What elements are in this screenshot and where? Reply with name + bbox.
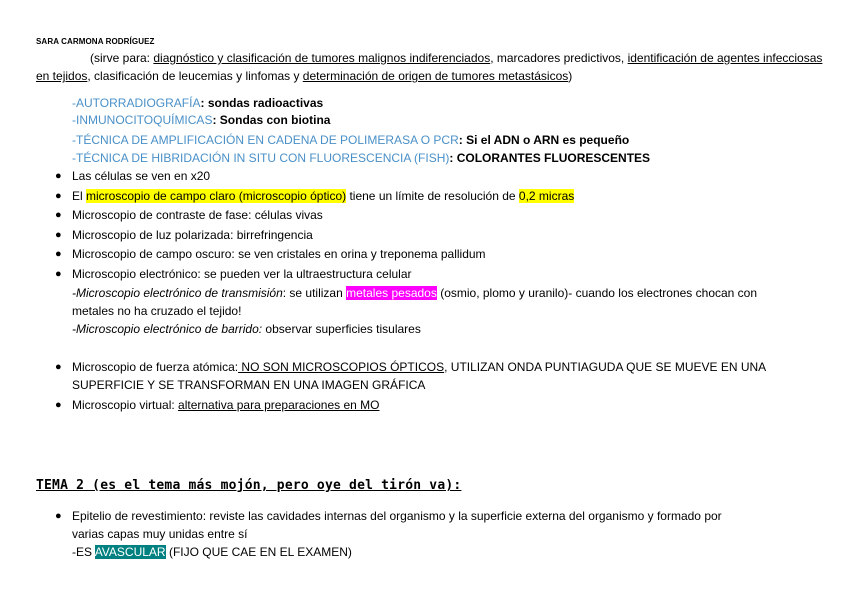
sub-item (72, 321, 421, 337)
text-run: (osmio, plomo y uranilo)- cuando los electrones chocan con (436, 286, 758, 300)
technique-sep: : (212, 113, 220, 127)
list-item-text: Microscopio de contraste de fase: células vivas (72, 208, 323, 222)
sub-item (72, 544, 352, 560)
text-run: -Microscopio electrónico de barrido: (72, 322, 263, 336)
list-item-text: Las células se ven en x20 (72, 169, 211, 183)
intro-sep-1: , marcadores predictivos, (490, 51, 628, 65)
sub-item (72, 285, 757, 301)
highlighted-text: 0,2 micras (518, 189, 575, 203)
bullet-icon: ● (55, 268, 62, 280)
highlighted-text: AVASCULAR (94, 545, 166, 559)
text-run: -ES (72, 545, 95, 559)
technique-item (72, 150, 650, 166)
text-run: Microscopio virtual: (72, 398, 179, 412)
intro-purpose-1: diagnóstico y clasificación de tumores malignos indiferenciados (153, 51, 491, 65)
bullet-icon: ● (55, 229, 62, 241)
list-item-text (72, 188, 832, 204)
technique-item (72, 95, 323, 111)
technique-item (72, 112, 330, 128)
bullet-icon: ● (55, 190, 62, 202)
section-heading: TEMA 2 (es el tema más mojón, pero oye del tirón va): (36, 478, 462, 493)
intro-sep-2: , clasificación de leucemias y linfomas y (87, 69, 303, 83)
bullet-icon: ● (55, 510, 62, 522)
text-run: El (72, 189, 87, 203)
technique-sep: : (458, 133, 467, 147)
technique-name: -TÉCNICA DE HIBRIDACIÓN IN SITU CON FLUORESCENCIA (FISH) (72, 151, 450, 165)
bullet-icon: ● (55, 170, 62, 182)
intro-paragraph (36, 49, 826, 85)
technique-sep: : (200, 96, 208, 110)
text-run: tiene un límite de resolución de (346, 189, 519, 203)
list-item-text: Microscopio de luz polarizada: birrefringencia (72, 228, 313, 242)
text-run: (FIJO QUE CAE EN EL EXAMEN) (165, 545, 352, 559)
list-item-text: Microscopio electrónico: se pueden ver la ultraestructura celular (72, 267, 412, 281)
list-item-text (72, 359, 832, 375)
author-name: SARA CARMONA RODRÍGUEZ (36, 37, 155, 46)
intro-end: ) (568, 69, 573, 83)
technique-detail: Sondas con biotina (219, 113, 331, 127)
technique-detail: COLORANTES FLUORESCENTES (456, 151, 651, 165)
technique-name: -INMUNOCITOQUÍMICAS (72, 113, 213, 127)
text-run: observar superficies tisulares (262, 322, 421, 336)
technique-name: -AUTORRADIOGRAFÍA (72, 96, 201, 110)
text-run: Microscopio de fuerza atómica: (72, 360, 239, 374)
bullet-icon: ● (55, 361, 62, 373)
text-run: NO SON MICROSCOPIOS ÓPTICOS (238, 360, 445, 374)
intro-lead: (sirve para: (90, 51, 154, 65)
intro-purpose-2: identificación de agentes infecciosas en tejidos (36, 51, 823, 83)
highlighted-text: metales pesados (346, 286, 437, 300)
technique-name: -TÉCNICA DE AMPLIFICACIÓN EN CADENA DE POLIMERASA O PCR (72, 133, 459, 147)
technique-item (72, 132, 629, 148)
highlighted-text: microscopio de campo claro (microscopio óptico) (86, 189, 347, 203)
text-run: , UTILIZAN ONDA PUNTIAGUDA QUE SE MUEVE EN UNA (444, 360, 767, 374)
sub-item: varias capas muy unidas entre sí (72, 527, 248, 541)
bullet-icon: ● (55, 209, 62, 221)
technique-detail: Si el ADN o ARN es pequeño (466, 133, 630, 147)
sub-item: metales no ha cruzado el tejido! (72, 304, 242, 318)
text-run: -Microscopio electrónico de transmisión (72, 286, 283, 300)
list-item-text: Epitelio de revestimiento: reviste las cavidades internas del organismo y la superficie externa del organismo y formado por (72, 509, 722, 523)
intro-purpose-3: determinación de origen de tumores metastásicos (302, 69, 569, 83)
technique-sep: : (449, 151, 457, 165)
sub-item: SUPERFICIE Y SE TRANSFORMAN EN UNA IMAGEN GRÁFICA (72, 378, 426, 392)
bullet-icon: ● (55, 399, 62, 411)
list-item-text (72, 397, 832, 413)
text-run: alternativa para preparaciones en MO (178, 398, 380, 412)
text-run: : se utilizan (282, 286, 347, 300)
technique-detail: sondas radioactivas (207, 96, 324, 110)
list-item-text: Microscopio de campo oscuro: se ven cristales en orina y treponema pallidum (72, 247, 486, 261)
bullet-icon: ● (55, 248, 62, 260)
